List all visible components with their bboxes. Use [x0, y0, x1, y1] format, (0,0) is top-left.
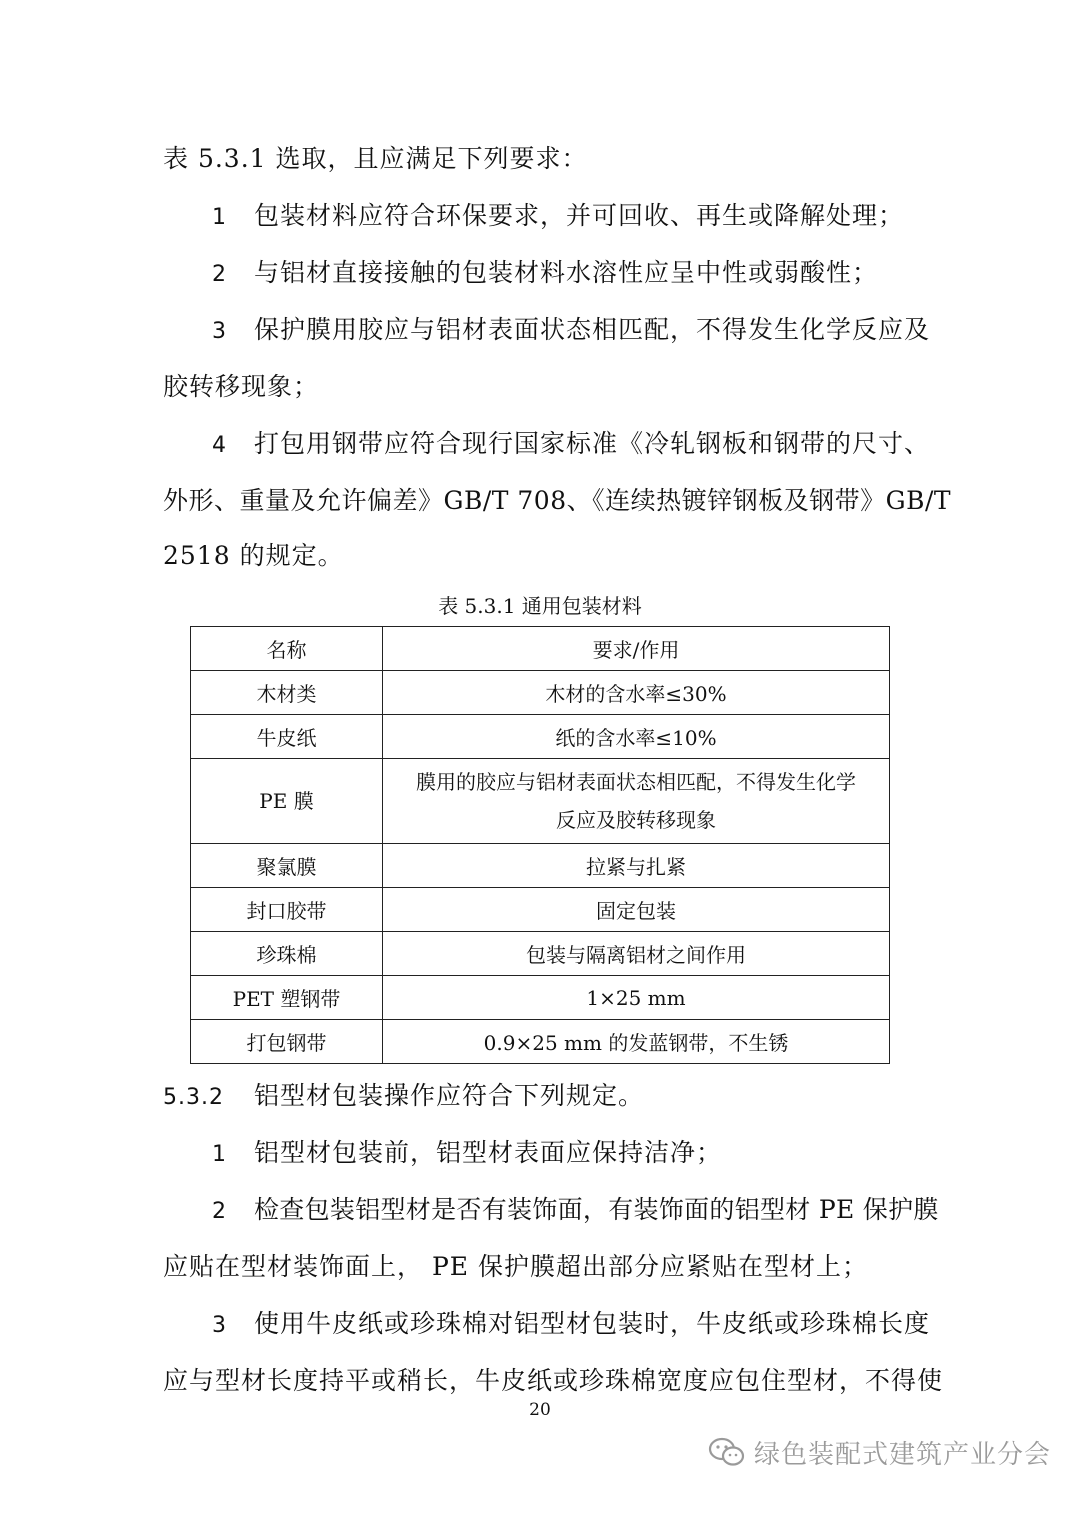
requirement-4-text-line2: 外形、重量及允许偏差》GB/T 708、《连续热镀锌钢板及钢带》GB/T	[163, 486, 952, 515]
requirement-4-continued-2	[163, 540, 344, 572]
requirement-2	[212, 257, 878, 291]
requirement-4-continued	[163, 485, 951, 517]
material-requirement: 包装与隔离铝材之间作用	[383, 932, 890, 976]
material-name: 打包钢带	[191, 1020, 383, 1064]
rule-3-text-line2: 应与型材长度持平或稍长，牛皮纸或珍珠棉宽度应包住型材，不得使	[163, 1366, 944, 1395]
table-row	[191, 888, 890, 932]
table-caption: 表 5.3.1 通用包装材料	[438, 594, 642, 618]
requirement-3-text-line2: 胶转移现象；	[163, 372, 320, 401]
section-5-3-2-heading	[163, 1080, 644, 1114]
requirement-3	[212, 314, 930, 348]
material-requirement-line1: 膜用的胶应与铝材表面状态相匹配，不得发生化学	[416, 770, 856, 794]
section-title: 铝型材包装操作应符合下列规定。	[254, 1081, 645, 1110]
requirement-3-number: 3	[212, 319, 227, 344]
rule-2-continued	[163, 1251, 868, 1283]
material-name: 聚氯膜	[191, 844, 383, 888]
requirement-2-number: 2	[212, 262, 227, 287]
table-row	[191, 976, 890, 1020]
requirement-1-number: 1	[212, 205, 227, 230]
requirement-4	[212, 428, 930, 462]
material-name: 封口胶带	[191, 888, 383, 932]
wechat-icon	[708, 1436, 746, 1468]
intro-line	[163, 143, 588, 175]
header-requirement: 要求/作用	[383, 627, 890, 671]
rule-1-text: 铝型材包装前，铝型材表面应保持洁净；	[254, 1138, 723, 1167]
material-requirement	[383, 759, 890, 844]
rule-3-continued	[163, 1365, 943, 1397]
table-row	[191, 932, 890, 976]
rule-3	[212, 1308, 930, 1342]
material-requirement: 拉紧与扎紧	[383, 844, 890, 888]
table-row	[191, 715, 890, 759]
material-requirement: 1×25 mm	[383, 976, 890, 1020]
material-name: PET 塑钢带	[191, 976, 383, 1020]
rule-1	[212, 1137, 722, 1171]
table-header-row	[191, 627, 890, 671]
table-row	[191, 844, 890, 888]
material-requirement: 木材的含水率≤30%	[383, 671, 890, 715]
rule-2-number: 2	[212, 1199, 227, 1224]
table-row	[191, 1020, 890, 1064]
requirement-3-text-line1: 保护膜用胶应与铝材表面状态相匹配，不得发生化学反应及	[254, 315, 931, 344]
rule-2	[212, 1194, 939, 1228]
material-name: 珍珠棉	[191, 932, 383, 976]
material-requirement: 0.9×25 mm 的发蓝钢带，不生锈	[383, 1020, 890, 1064]
watermark-text: 绿色装配式建筑产业分会	[754, 1439, 1052, 1470]
rule-3-text-line1: 使用牛皮纸或珍珠棉对铝型材包装时，牛皮纸或珍珠棉长度	[254, 1309, 931, 1338]
material-requirement-line2: 反应及胶转移现象	[556, 808, 716, 832]
requirement-3-continued	[163, 371, 319, 403]
material-requirement: 固定包装	[383, 888, 890, 932]
intro-text: 表 5.3.1 选取，且应满足下列要求：	[163, 144, 588, 173]
material-requirement: 纸的含水率≤10%	[383, 715, 890, 759]
rule-1-number: 1	[212, 1142, 227, 1167]
requirement-1	[212, 200, 904, 234]
material-name: 牛皮纸	[191, 715, 383, 759]
material-name: 木材类	[191, 671, 383, 715]
rule-3-number: 3	[212, 1313, 227, 1338]
requirement-4-text-line3: 2518 的规定。	[163, 541, 344, 570]
table-row	[191, 759, 890, 844]
table-row	[191, 671, 890, 715]
requirement-4-number: 4	[212, 433, 227, 458]
section-number: 5.3.2	[163, 1085, 224, 1110]
requirement-2-text: 与铝材直接接触的包装材料水溶性应呈中性或弱酸性；	[254, 258, 879, 287]
material-name: PE 膜	[191, 759, 383, 844]
rule-2-text-line2: 应贴在型材装饰面上， PE 保护膜超出部分应紧贴在型材上；	[163, 1252, 868, 1281]
page-number: 20	[529, 1400, 551, 1420]
rule-2-text-line1: 检查包装铝型材是否有装饰面，有装饰面的铝型材 PE 保护膜	[254, 1195, 939, 1224]
packaging-materials-table	[190, 626, 890, 1064]
requirement-4-text-line1: 打包用钢带应符合现行国家标准《冷轧钢板和钢带的尺寸、	[254, 429, 931, 458]
requirement-1-text: 包装材料应符合环保要求，并可回收、再生或降解处理；	[254, 201, 905, 230]
watermark	[708, 1432, 1051, 1472]
header-name: 名称	[191, 627, 383, 671]
